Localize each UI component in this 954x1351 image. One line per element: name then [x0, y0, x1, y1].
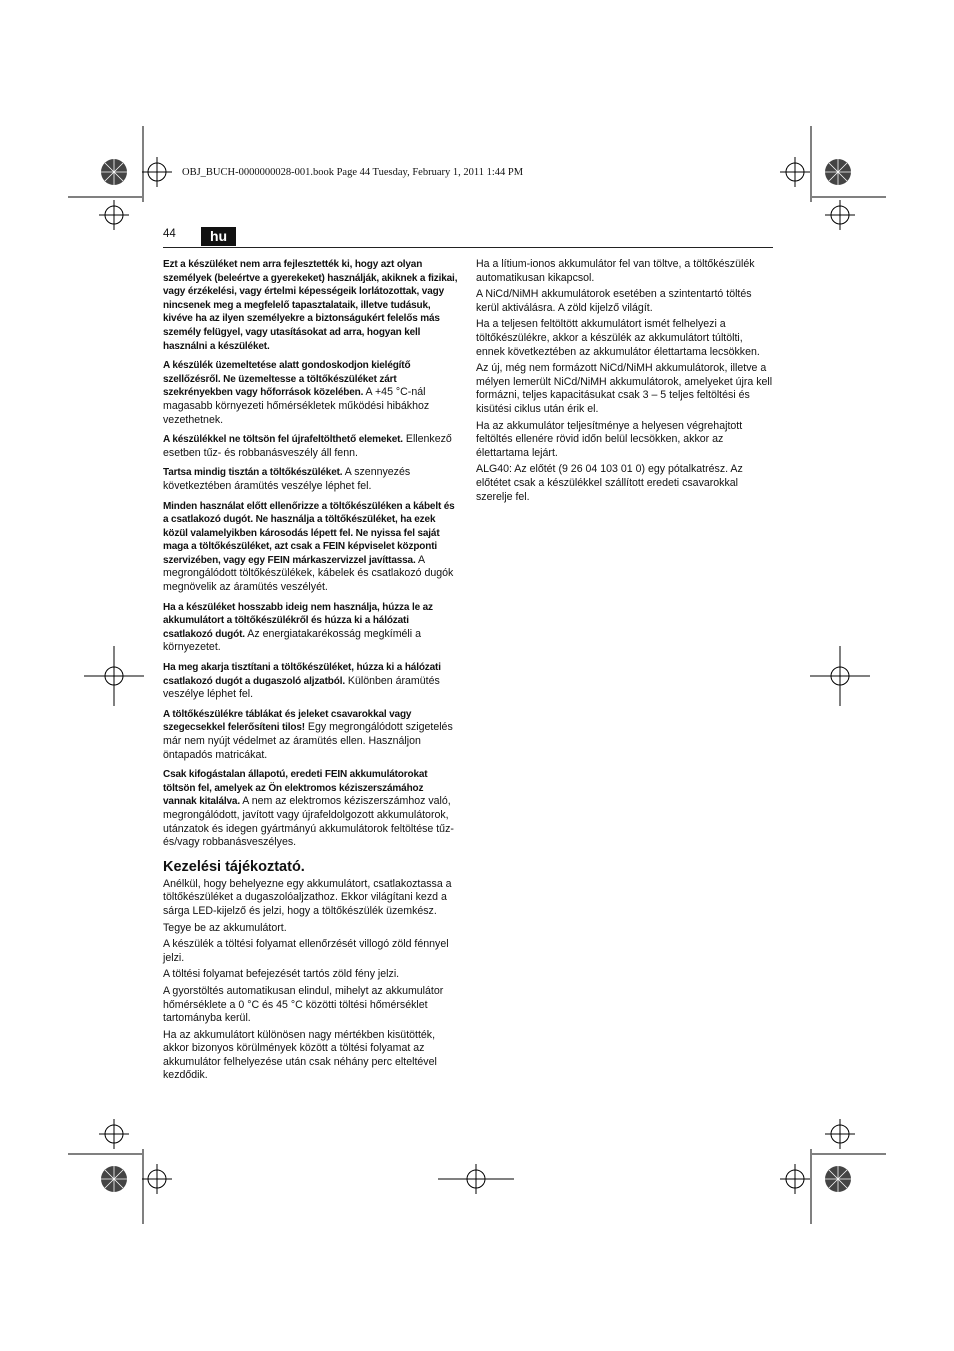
safety-paragraph: Tartsa mindig tisztán a töltőkészüléket. A szennyezés következtében áramütés veszélye léphet fel.: [163, 466, 411, 492]
operation-paragraph: Ha az akkumulátort különösen nagy mértékben kisütötték, akkor bizonyos körülmények között a töltési folyamat az akkumulátor felhelyezése után csak néhány perc elteltével kezdődik.: [163, 1028, 437, 1082]
operation-paragraph: Ha a teljesen feltöltött akkumulátort ismét felhelyezi a töltőkészülékre, akkor a készülék az akkumulátort túltölti, ennek következtében az akkumulátor élettartama lecsökken.: [476, 318, 760, 358]
safety-paragraph: A készülékkel ne töltsön fel újrafeltölthető elemeket. Ellenkező esetben tűz- és robbanásveszély áll fenn.: [163, 433, 452, 459]
header-rule: [163, 247, 773, 248]
operation-paragraph: Ha a lítium-ionos akkumulátor fel van töltve, a töltőkészülék automatikusan kikapcsol.: [476, 258, 755, 284]
operation-paragraph: ALG40: Az előtét (9 26 04 103 01 0) egy pótalkatrész. Az előtétet csak a készülékkel szállított eredeti csavarokkal szerelje fel.: [476, 463, 743, 503]
print-file-info: OBJ_BUCH-0000000028-001.book Page 44 Tuesday, February 1, 2011 1:44 PM: [182, 167, 524, 178]
language-tab: hu: [201, 227, 236, 246]
operation-paragraph: Ha az akkumulátor teljesítménye a helyesen végrehajtott feltöltés ellenére rövid időn belül lecsökken, akkor az élettartama lejárt.: [476, 419, 743, 459]
section-heading: Kezelési tájékoztató.: [163, 858, 305, 875]
safety-paragraph: Ezt a készüléket nem arra fejlesztették ki, hogy azt olyan személyek (beleértve a gyerekeket) használják, akiknek a fizikai, vagy érzékelési, vagy értelmi képességeik lorlátozottak, vagy nincsenek meg a megfelelő tapasztalataik, illetve tudásuk, kivéve ha az ilyen személyekre a biztonságukért felelős más személy felügyel, vagy utasításokat ad arra, hogyan kell használni a készüléket.: [163, 259, 458, 352]
safety-paragraph: A töltőkészülékre táblákat és jeleket csavarokkal vagy szegecsekkel felerősíteni tilos! Egy megrongálódott szigetelés már nem nyújt védelmet az áramütés ellen. Használjon öntapadós matricákat.: [163, 708, 453, 761]
safety-paragraph: Ha meg akarja tisztítani a töltőkészüléket, húzza ki a hálózati csatlakozó dugót a dugaszoló aljzatból. Különben áramütés veszélye léphet fel.: [163, 662, 441, 701]
operation-paragraph: Anélkül, hogy behelyezne egy akkumulátort, csatlakoztassa a töltőkészüléket a dugaszolóaljzathoz. Ekkor világítani kezd a sárga LED-kijelző és jelzi, hogy a töltőkészülék üzemkész.: [163, 877, 452, 917]
operation-paragraph: A gyorstöltés automatikusan elindul, mihelyt az akkumulátor hőmérséklete a 0 °C és 45 °C közötti töltési hőmérséklet tartományba kerül.: [163, 984, 444, 1025]
safety-paragraph: A készülék üzemeltetése alatt gondoskodjon kielégítő szellőzésről. Ne üzemeltesse a töltőkészüléket zárt szekrényekben vagy hőforrások közelében. A +45 °C-nál magasabb környezeti hőmérsékletek működési hibákhoz vezethetnek.: [163, 360, 430, 426]
right-column: [476, 258, 774, 507]
operation-paragraph: Tegye be az akkumulátort.: [163, 921, 287, 934]
operation-paragraph: A NiCd/NiMH akkumulátorok esetében a szintentartó töltés kerül aktiválásra. A zöld kijelző világít.: [476, 288, 752, 314]
safety-paragraph: Ha a készüléket hosszabb ideig nem használja, húzza le az akkumulátort a töltőkészülékről és húzza ki a hálózati csatlakozó dugót. Az energiatakarékosság megkíméli a környezetet.: [163, 601, 433, 654]
page-number: 44: [163, 228, 176, 240]
operation-paragraph: Az új, még nem formázott NiCd/NiMH akkumulátorok, illetve a mélyen lemerült NiCd/NiMH akkumulátorok, amelyeket újra kell formázni, teljes kapacitásukat csak 3 – 5 teljes feltöltési és kisütési ciklus után érik el.: [476, 362, 773, 415]
safety-paragraph: Csak kifogástalan állapotú, eredeti FEIN akkumulátorokat töltsön fel, amelyek az Ön elektromos kéziszerszámához vannak kitalálva. A nem az elektromos kéziszerszámhoz való, megrongálódott, javított vagy újrafeldolgozott akkumulátorok, utánzatok és idegen gyártmányú akkumulátorok feltöltése tűz- és/vagy robbanásveszélyes.: [163, 769, 454, 849]
safety-paragraph: Minden használat előtt ellenőrizze a töltőkészüléken a kábelt és a csatlakozó dugót. Ne használja a töltőkészüléket, ha ezek közül valamelyikben károsodás lépett fel. Ne nyissa fel saját maga a töltőkészüléket, azt csak a FEIN képviselet központi szervizében, vagy egy FEIN márkaszervizzel javíttassa. A megrongálódott töltőkészülékek, kábelek és csatlakozó dugók megnövelik az áramütés veszélyét.: [163, 500, 455, 594]
operation-paragraph: A töltési folyamat befejezését tartós zöld fény jelzi.: [163, 968, 400, 981]
operation-paragraph: A készülék a töltési folyamat ellenőrzését villogó zöld fénnyel jelzi.: [163, 938, 449, 964]
left-column: [163, 258, 459, 1086]
